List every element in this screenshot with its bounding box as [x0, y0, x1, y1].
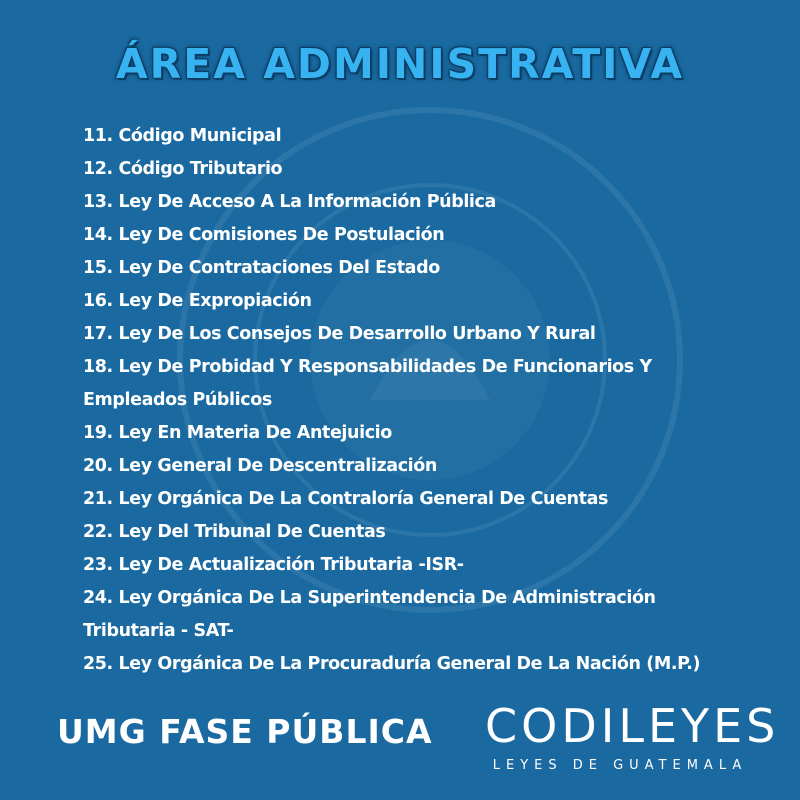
list-item: 21. Ley Orgánica De La Contraloría General De Cuentas	[83, 489, 609, 509]
list-item: 11. Código Municipal	[83, 126, 282, 146]
list-item: Empleados Públicos	[83, 390, 272, 410]
logo-tagline: LEYES DE GUATEMALA	[492, 758, 748, 773]
list-item: 15. Ley De Contrataciones Del Estado	[83, 258, 440, 278]
list-item: 24. Ley Orgánica De La Superintendencia De Administración	[83, 588, 656, 608]
list-item: 19. Ley En Materia De Antejuicio	[83, 423, 392, 443]
list-item: 25. Ley Orgánica De La Procuraduría General De La Nación (M.P.)	[83, 654, 701, 674]
list-item: Tributaria - SAT-	[83, 621, 234, 641]
page-title: ÁREA ADMINISTRATIVA	[115, 40, 685, 88]
list-item: 17. Ley De Los Consejos De Desarrollo Urbano Y Rural	[83, 324, 596, 344]
list-item: 12. Código Tributario	[83, 159, 283, 179]
list-item: 23. Ley De Actualización Tributaria -ISR-	[83, 555, 464, 575]
list-item: 14. Ley De Comisiones De Postulación	[83, 225, 445, 245]
list-item: 22. Ley Del Tribunal De Cuentas	[83, 522, 386, 542]
list-item: 18. Ley De Probidad Y Responsabilidades De Funcionarios Y	[83, 357, 652, 377]
list-item: 13. Ley De Acceso A La Información Pública	[83, 192, 496, 212]
logo-wordmark: CODILEYES	[485, 699, 780, 753]
list-item: 20. Ley General De Descentralización	[83, 456, 437, 476]
law-list	[83, 120, 763, 681]
list-item: 16. Ley De Expropiación	[83, 291, 312, 311]
codileyes-logo	[485, 699, 780, 773]
footer-caption: UMG FASE PÚBLICA	[57, 712, 433, 751]
